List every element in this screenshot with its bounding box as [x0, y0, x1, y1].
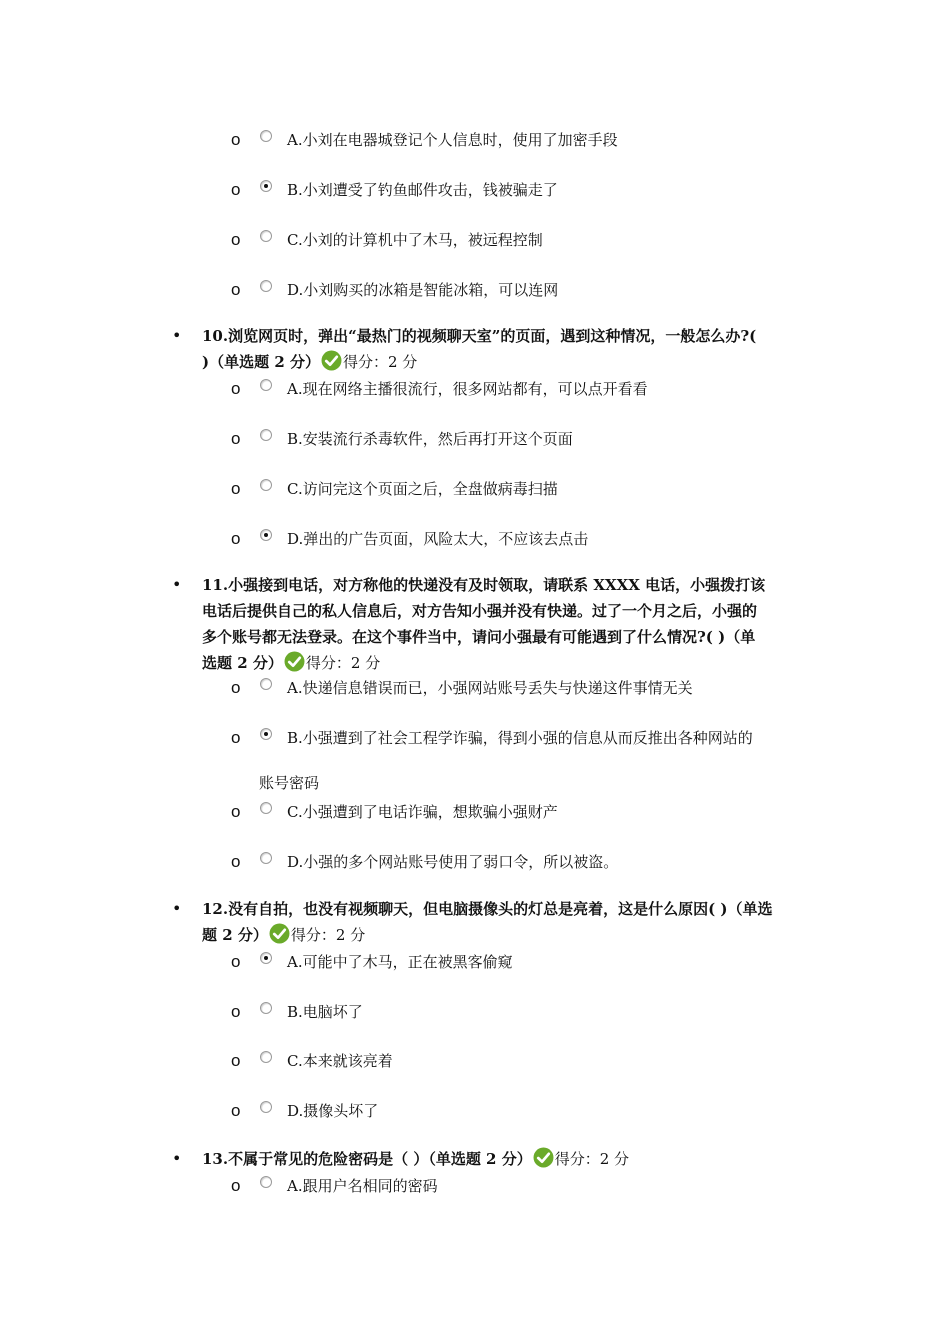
option-label: D.小刘购买的冰箱是智能冰箱，可以连网	[287, 281, 559, 299]
option-bullet: o	[231, 1101, 241, 1120]
option-bullet: o	[231, 1051, 241, 1070]
radio-button[interactable]	[260, 280, 272, 292]
option-bullet: o	[231, 130, 241, 149]
option-bullet: o	[231, 1002, 241, 1021]
question-line: 多个账号都无法登录。在这个事件当中，请问小强最有可能遇到了什么情况?( )（单	[202, 628, 756, 646]
option-label: A.快递信息错误而已，小强网站账号丢失与快递这件事情无关	[287, 679, 693, 697]
radio-button[interactable]	[260, 802, 272, 814]
question-text	[202, 1146, 812, 1172]
option-label: A.现在网络主播很流行，很多网站都有，可以点开看看	[287, 380, 648, 398]
option-label: D.弹出的广告页面，风险太大，不应该去点击	[287, 530, 589, 548]
option-label: C.小强遭到了电话诈骗，想欺骗小强财产	[287, 803, 558, 821]
option-bullet: o	[231, 852, 241, 871]
option-bullet: o	[231, 1176, 241, 1195]
option-bullet: o	[231, 429, 241, 448]
question-10	[172, 323, 812, 377]
question-line: 13.不属于常见的危险密码是（ ）（单选题 2 分）	[202, 1150, 532, 1168]
question-line: 12.没有自拍，也没有视频聊天，但电脑摄像头的灯总是亮着，这是什么原因( )（单选	[202, 900, 773, 918]
option-bullet: o	[231, 230, 241, 249]
question-11	[172, 572, 812, 676]
option-bullet: o	[231, 479, 241, 498]
radio-button[interactable]	[260, 852, 272, 864]
radio-button[interactable]	[260, 429, 272, 441]
option-bullet: o	[231, 280, 241, 299]
option-label: C.访问完这个页面之后，全盘做病毒扫描	[287, 480, 558, 498]
radio-button[interactable]	[260, 1176, 272, 1188]
option-label-continuation: 账号密码	[259, 774, 320, 792]
radio-button-selected[interactable]	[260, 728, 272, 740]
option-label: A.跟用户名相同的密码	[287, 1177, 438, 1195]
question-bullet: •	[172, 899, 182, 918]
question-text	[202, 896, 812, 948]
option-bullet: o	[231, 529, 241, 548]
option-bullet: o	[231, 678, 241, 697]
question-text	[202, 572, 812, 676]
question-bullet: •	[172, 1149, 182, 1168]
question-line: 选题 2 分）	[202, 654, 283, 672]
option-bullet: o	[231, 728, 241, 747]
radio-button[interactable]	[260, 678, 272, 690]
radio-button[interactable]	[260, 479, 272, 491]
radio-button[interactable]	[260, 230, 272, 242]
option-label: C.小刘的计算机中了木马，被远程控制	[287, 231, 543, 249]
option-label: B.小刘遭受了钓鱼邮件攻击，钱被骗走了	[287, 181, 558, 199]
option-bullet: o	[231, 180, 241, 199]
radio-button[interactable]	[260, 1002, 272, 1014]
correct-check-icon	[269, 923, 290, 944]
radio-button[interactable]	[260, 130, 272, 142]
score-text: 得分：2 分	[305, 654, 381, 672]
radio-button-selected[interactable]	[260, 180, 272, 192]
question-line: 题 2 分）	[202, 926, 268, 944]
correct-check-icon	[321, 350, 342, 371]
question-12	[172, 896, 812, 950]
option-label: B.小强遭到了社会工程学诈骗，得到小强的信息从而反推出各种网站的	[287, 729, 753, 747]
correct-check-icon	[284, 651, 305, 672]
question-line: 10.浏览网页时，弹出“最热门的视频聊天室”的页面，遇到这种情况，一般怎么办?(	[202, 327, 757, 345]
question-bullet: •	[172, 326, 182, 345]
score-text: 得分：2 分	[342, 353, 418, 371]
question-line: )（单选题 2 分）	[202, 353, 320, 371]
option-label: D.小强的多个网站账号使用了弱口令，所以被盗。	[287, 853, 619, 871]
option-label: B.电脑坏了	[287, 1003, 363, 1021]
question-13	[172, 1146, 812, 1174]
option-label: A.可能中了木马，正在被黑客偷窥	[287, 953, 513, 971]
question-line: 11.小强接到电话，对方称他的快递没有及时领取，请联系 XXXX 电话，小强拨打该	[202, 576, 766, 594]
question-text	[202, 323, 812, 375]
score-text: 得分：2 分	[554, 1150, 630, 1168]
radio-button-selected[interactable]	[260, 952, 272, 964]
radio-button[interactable]	[260, 1051, 272, 1063]
radio-button-selected[interactable]	[260, 529, 272, 541]
correct-check-icon	[533, 1147, 554, 1168]
option-label: C.本来就该亮着	[287, 1052, 393, 1070]
question-line: 电话后提供自己的私人信息后，对方告知小强并没有快递。过了一个月之后，小强的	[202, 602, 758, 620]
option-label: A.小刘在电器城登记个人信息时，使用了加密手段	[287, 131, 618, 149]
radio-button[interactable]	[260, 1101, 272, 1113]
question-bullet: •	[172, 575, 182, 594]
option-bullet: o	[231, 802, 241, 821]
score-text: 得分：2 分	[290, 926, 366, 944]
option-bullet: o	[231, 379, 241, 398]
radio-button[interactable]	[260, 379, 272, 391]
option-label: D.摄像头坏了	[287, 1102, 379, 1120]
option-bullet: o	[231, 952, 241, 971]
option-label: B.安装流行杀毒软件，然后再打开这个页面	[287, 430, 573, 448]
